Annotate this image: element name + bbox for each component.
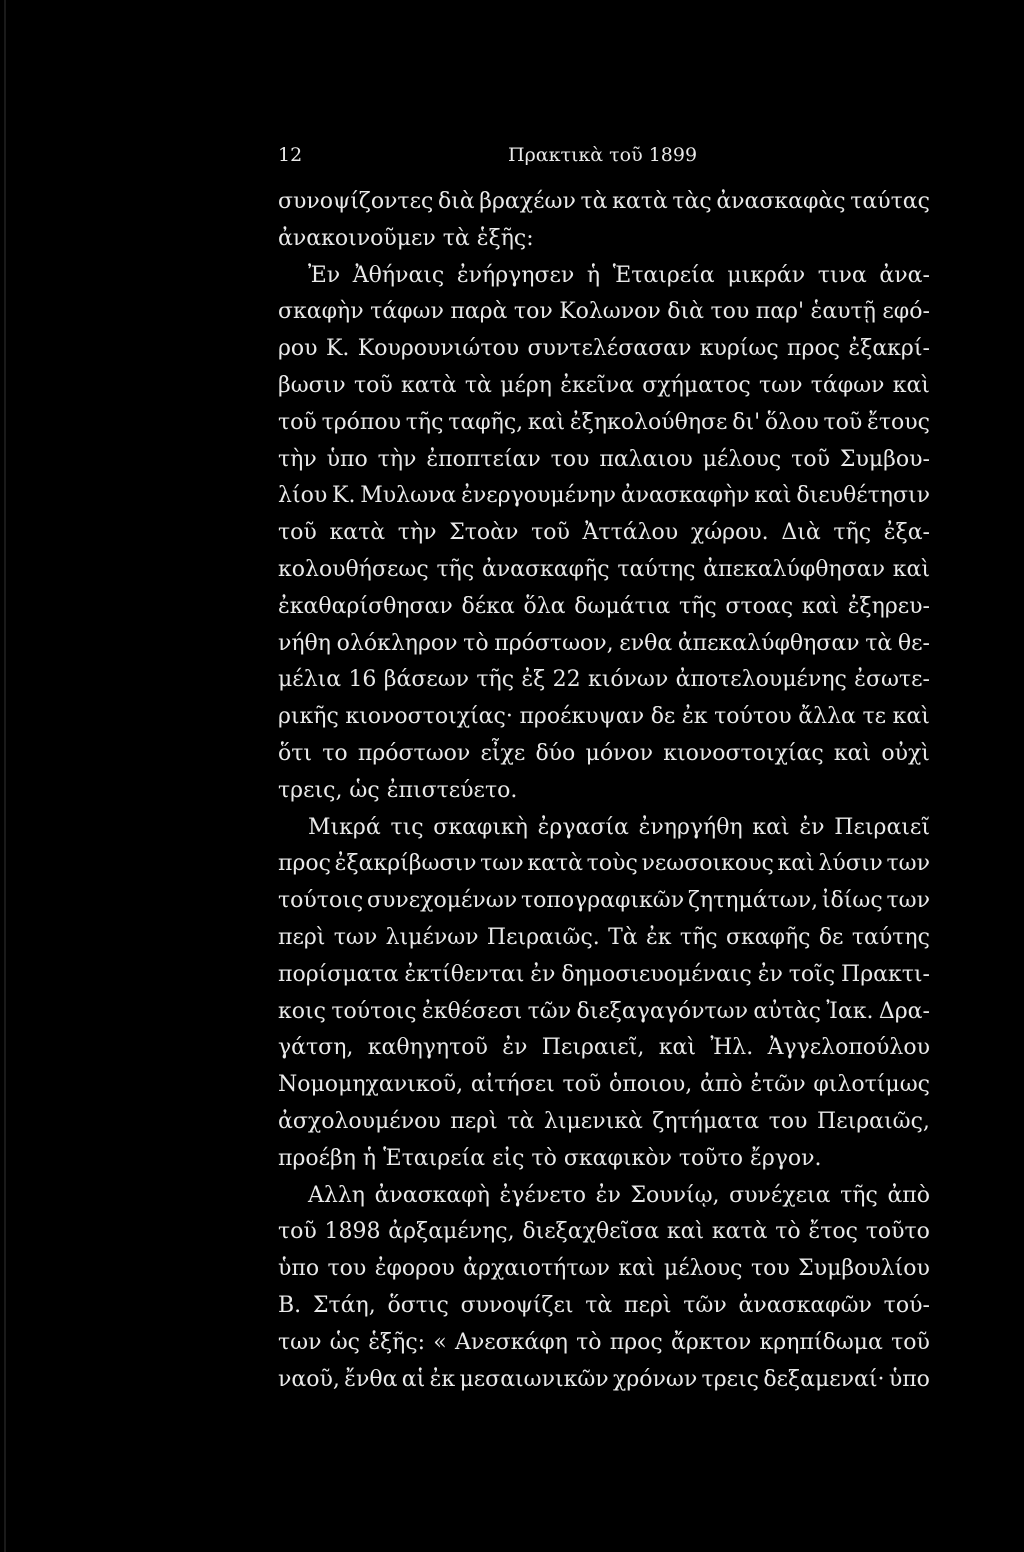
- word: καὶ: [777, 851, 815, 877]
- text-line: [278, 589, 930, 626]
- word: των: [333, 924, 378, 950]
- word: τῆς: [679, 593, 717, 619]
- running-title: Πρακτικὰ τοῦ 1899: [508, 144, 698, 166]
- word: ἔνθα: [344, 1366, 398, 1392]
- text-line: [278, 1251, 930, 1288]
- word: παρ': [755, 299, 805, 325]
- word: 1898: [324, 1219, 381, 1245]
- text-line: [278, 1178, 930, 1215]
- word: ἐν: [530, 961, 556, 987]
- word: παλαιου: [599, 446, 693, 472]
- word: τρόπου: [321, 409, 401, 435]
- text-line: [278, 552, 930, 589]
- text-line: [278, 626, 930, 663]
- text-line: [278, 1030, 930, 1067]
- word: δημοσιευομέναις: [561, 961, 752, 987]
- word: τούτοις: [331, 998, 417, 1024]
- word: ἐνεργουμένην: [461, 483, 616, 509]
- text-line: [278, 258, 930, 295]
- text-line: [278, 883, 930, 920]
- word: δεξαμεναί·: [763, 1366, 885, 1392]
- word: λύσιν: [818, 851, 883, 877]
- word: χρόνων: [613, 1366, 698, 1392]
- word: μέλους: [663, 1256, 743, 1282]
- word: τις: [390, 814, 424, 840]
- word: ἀνασκαφὴν: [620, 483, 750, 509]
- word: Στάη,: [312, 1292, 376, 1318]
- word: ἐν: [595, 1182, 621, 1208]
- word: ρικῆς: [278, 704, 339, 730]
- text-line: [278, 331, 930, 368]
- word: εφό-: [882, 299, 930, 325]
- text-line: [278, 478, 930, 515]
- word: εἶχε: [480, 740, 526, 766]
- word: τὸ: [463, 630, 489, 656]
- word: τῶν: [683, 1292, 727, 1318]
- word: Σουνίῳ,: [630, 1182, 720, 1208]
- text-line: [278, 515, 930, 552]
- word: φιλοτίμως: [813, 1072, 930, 1098]
- word: τοῖς: [788, 961, 836, 987]
- word: καὶ: [833, 740, 872, 766]
- word: ταφῆς,: [448, 409, 524, 435]
- word: ὁποιου,: [609, 1072, 693, 1098]
- word: των: [758, 372, 803, 398]
- word: Β.: [278, 1292, 302, 1318]
- word: ταύτης: [851, 924, 930, 950]
- word: ἐτῶν: [750, 1072, 806, 1098]
- word: καὶ: [527, 409, 566, 435]
- text-line: [278, 294, 930, 331]
- word: ἐξηκολούθησε: [569, 409, 728, 435]
- word: λιμενικὰ: [543, 1108, 643, 1134]
- word: τούτοις: [278, 888, 364, 914]
- word: διευθέτησιν: [796, 483, 930, 509]
- word: τοῦ: [823, 409, 863, 435]
- word: οὐχὶ: [881, 740, 930, 766]
- word: τὸ: [576, 1329, 602, 1355]
- word: των: [886, 888, 930, 914]
- word: τοὺς: [586, 851, 638, 877]
- word: των: [886, 851, 930, 877]
- word: ἐκαθαρίσθησαν: [278, 593, 453, 619]
- word: ἔτος: [808, 1219, 858, 1245]
- word: ὅλου: [764, 409, 819, 435]
- word: περὶ: [624, 1292, 672, 1318]
- word: ἀρχαιοτήτων: [463, 1256, 610, 1282]
- word: τοῦ: [791, 446, 830, 472]
- word: Κολωνον: [559, 299, 661, 325]
- word: νήθη: [278, 630, 331, 656]
- text-line: [278, 662, 930, 699]
- word: του: [550, 446, 590, 472]
- word: τοῦ: [891, 1329, 930, 1355]
- text-line: [278, 368, 930, 405]
- word: τὴν: [377, 446, 417, 472]
- word: τῆς: [436, 556, 475, 582]
- word: τοῦ: [278, 1219, 317, 1245]
- word: Ἀγγελοπούλου: [767, 1035, 930, 1061]
- word: συνέχεια: [729, 1182, 831, 1208]
- word: ἀσχολουμένου: [278, 1108, 441, 1134]
- word: καθηγητοῦ: [367, 1035, 488, 1061]
- word: ἐσωτε-: [854, 667, 930, 693]
- word: κιονοστοιχίας: [663, 740, 824, 766]
- word: περὶ: [450, 1108, 498, 1134]
- word: Μικρά: [308, 814, 381, 840]
- text-line: [278, 736, 930, 773]
- word: Κ.: [332, 483, 356, 509]
- word: κυρίως: [699, 336, 779, 362]
- word: ζητήματα: [652, 1108, 760, 1134]
- word: διὰ: [667, 299, 704, 325]
- word: τὰ: [585, 1292, 613, 1318]
- word: ἐνηργήθη: [638, 814, 743, 840]
- text-line: [278, 405, 930, 442]
- word: τῆς: [476, 667, 515, 693]
- word: σκαφῆς: [725, 924, 811, 950]
- word: προς: [609, 1329, 663, 1355]
- document-page: [278, 140, 930, 1398]
- word: ὑπο: [278, 1256, 320, 1282]
- word: τάφων: [810, 372, 885, 398]
- word: ἄλλα: [798, 704, 856, 730]
- word: δε: [650, 704, 676, 730]
- word: μέρη: [500, 372, 552, 398]
- word: Ἠλ.: [710, 1035, 754, 1061]
- word: του: [750, 1256, 790, 1282]
- word: τὰ: [580, 189, 608, 214]
- word: ταύτας: [850, 189, 930, 214]
- word: ἀνασκαφὴ: [374, 1182, 490, 1208]
- text-line: [278, 1067, 930, 1104]
- word: τοῦ: [531, 520, 570, 546]
- word: Διὰ: [781, 520, 821, 546]
- word: μέλια: [278, 667, 342, 693]
- word: καὶ: [618, 1256, 656, 1282]
- text-line: [278, 994, 930, 1031]
- word: τὰ: [865, 630, 893, 656]
- running-head: [278, 140, 930, 174]
- word: κιόνων: [587, 667, 669, 693]
- word: ἐν: [502, 1035, 528, 1061]
- word: Πειραιεῖ: [834, 814, 930, 840]
- word: τάφων: [370, 299, 444, 325]
- word: Δρα-: [878, 998, 930, 1024]
- word: θε-: [897, 630, 930, 656]
- word: Ἰακ.: [826, 998, 874, 1024]
- word: τε: [862, 704, 887, 730]
- word: των: [278, 1329, 322, 1355]
- text-line: [278, 810, 930, 847]
- word: ἀπὸ: [887, 1182, 930, 1208]
- word: Τὰ: [608, 924, 638, 950]
- word: Ἑταιρεία: [612, 262, 715, 288]
- word: διὰ: [437, 189, 475, 214]
- word: τοῦ: [278, 520, 317, 546]
- word: καὶ: [658, 1035, 696, 1061]
- text-line: [278, 957, 930, 994]
- word: ἐκ: [681, 704, 708, 730]
- word: ἑξῆς:: [368, 1329, 426, 1355]
- word: Συμβου-: [839, 446, 930, 472]
- word: ὅστις: [387, 1292, 449, 1318]
- word: συντελέσασαν: [527, 336, 692, 362]
- word: ἐκθέσεσι: [421, 998, 523, 1024]
- word: μικράν: [727, 262, 806, 288]
- word: ἀπὸ: [700, 1072, 743, 1098]
- word: ἄρκτον: [670, 1329, 752, 1355]
- word: τρεις: [701, 1366, 759, 1392]
- word: ἐποπτείαν: [426, 446, 541, 472]
- word: Πειραιεῖ,: [541, 1035, 645, 1061]
- text-line: [278, 699, 930, 736]
- word: καὶ: [892, 372, 930, 398]
- word: ἐκεῖνα: [560, 372, 635, 398]
- word: τὴν: [278, 446, 317, 472]
- word: σκαφὴν: [278, 299, 364, 325]
- word: ἐξ: [521, 667, 546, 693]
- text-line: ἀνακοινοῦμεν τὰ ἑξῆς:: [278, 225, 534, 251]
- word: κατὰ: [711, 1219, 768, 1245]
- word: μεσαιωνικῶν: [459, 1366, 609, 1392]
- word: αἰτήσει: [470, 1072, 555, 1098]
- word: Ἀττάλου: [582, 520, 679, 546]
- word: γάτση,: [278, 1035, 354, 1061]
- word: τον: [513, 299, 553, 325]
- word: βωσιν: [278, 372, 346, 398]
- word: δε: [818, 924, 844, 950]
- word: σκαφικὴ: [433, 814, 528, 840]
- word: Πρακτι-: [841, 961, 930, 987]
- word: του: [768, 1108, 808, 1134]
- word: δι': [732, 409, 761, 435]
- word: κοις: [278, 998, 326, 1024]
- word: καὶ: [801, 593, 840, 619]
- word: ἀπεκαλύφθησαν: [703, 556, 885, 582]
- word: Ἀθήναις: [352, 262, 445, 288]
- word: ἐξακρί-: [848, 336, 930, 362]
- word: διεξαγαγόντων: [576, 998, 748, 1024]
- word: δέκα: [461, 593, 515, 619]
- word: βραχέων: [479, 189, 576, 214]
- word: ἐκ: [429, 1366, 456, 1392]
- word: τῆς: [679, 924, 718, 950]
- word: συνοψίζοντες: [278, 189, 434, 214]
- word: τὰ: [464, 372, 492, 398]
- word: λίου: [278, 483, 328, 509]
- word: προς: [278, 851, 331, 877]
- word: κολουθήσεως: [278, 556, 429, 582]
- word: Πειραιῶς,: [817, 1108, 930, 1134]
- word: Συμβουλίου: [798, 1256, 930, 1282]
- word: τοῦ: [278, 409, 317, 435]
- word: τὴν: [397, 520, 437, 546]
- word: πρόστωον,: [494, 630, 614, 656]
- word: ἐξακρίβωσιν: [334, 851, 477, 877]
- word: τούτου: [714, 704, 792, 730]
- word: καὶ: [892, 704, 930, 730]
- word: κατὰ: [527, 851, 583, 877]
- word: Νομομηχανικοῦ,: [278, 1072, 464, 1098]
- word: προέκυψαν: [519, 704, 645, 730]
- word: ταύτης: [617, 556, 696, 582]
- text-line: [278, 184, 930, 221]
- word: ἀρξαμένης,: [388, 1219, 515, 1245]
- word: τῶν: [527, 998, 572, 1024]
- text-line: [278, 1288, 930, 1325]
- word: δύο: [535, 740, 576, 766]
- word: περὶ: [278, 924, 326, 950]
- word: ὑπο: [888, 1366, 930, 1392]
- word: πορίσματα: [278, 961, 399, 987]
- word: προς: [787, 336, 841, 362]
- word: συνεχομένων: [367, 888, 518, 914]
- word: καὶ: [666, 1219, 705, 1245]
- page-number: 12: [278, 144, 303, 166]
- word: διεξαχθεῖσα: [522, 1219, 660, 1245]
- word: ἐφορου: [374, 1256, 455, 1282]
- word: τοῦτο: [865, 1219, 930, 1245]
- word: ὡς: [329, 1329, 360, 1355]
- word: ἐκ: [646, 924, 672, 950]
- word: ναοῦ,: [278, 1366, 340, 1392]
- word: ἀνασκαφῶν: [738, 1292, 872, 1318]
- word: ολόκληρον: [336, 630, 458, 656]
- word: «: [433, 1329, 447, 1355]
- word: του: [710, 299, 750, 325]
- word: 22: [552, 667, 581, 693]
- text-line: [278, 1104, 930, 1141]
- word: Κουρουνιώτου: [357, 336, 520, 362]
- word: αἱ: [401, 1366, 426, 1392]
- word: νεωσοικους: [641, 851, 774, 877]
- word: τοπογραφικῶν: [520, 888, 685, 914]
- word: ἐνήργησεν: [456, 262, 575, 288]
- word: λιμένων: [385, 924, 479, 950]
- word: ὅτι: [278, 740, 313, 766]
- word: ενθα: [619, 630, 673, 656]
- word: 16: [348, 667, 377, 693]
- word: τοῦ: [562, 1072, 602, 1098]
- word: ἐξα-: [883, 520, 930, 546]
- word: ρου: [278, 336, 318, 362]
- word: ἐργασία: [537, 814, 629, 840]
- word: ἐγένετο: [499, 1182, 587, 1208]
- word: κρηπίδωμα: [759, 1329, 883, 1355]
- word: Κ.: [325, 336, 350, 362]
- word: τῆς: [833, 520, 872, 546]
- word: ἡ: [586, 262, 601, 288]
- word: Μυλωνα: [360, 483, 457, 509]
- word: ἀποτελουμένης: [675, 667, 847, 693]
- text-line: τρεις, ὡς ἐπιστεύετο.: [278, 777, 518, 803]
- word: τῆς: [840, 1182, 878, 1208]
- word: τού-: [883, 1292, 930, 1318]
- word: ζητημάτων,: [687, 888, 819, 914]
- word: Πειραιῶς.: [486, 924, 600, 950]
- text-line: [278, 1214, 930, 1251]
- word: τὸ: [775, 1219, 801, 1245]
- word: ἀπεκαλύφθησαν: [677, 630, 860, 656]
- text-line: [278, 1325, 930, 1362]
- word: πρόστωον: [357, 740, 471, 766]
- text-line: προέβη ἡ Ἑταιρεία εἰς τὸ σκαφικὸν τοῦτο ἔργον.: [278, 1145, 822, 1171]
- word: το: [322, 740, 348, 766]
- word: καὶ: [752, 814, 790, 840]
- word: ἐξηρευ-: [847, 593, 930, 619]
- word: παρὰ: [450, 299, 508, 325]
- word: Ανεσκάφη: [455, 1329, 568, 1355]
- word: των: [480, 851, 524, 877]
- body-text: [278, 184, 930, 1398]
- word: τὰς: [672, 189, 712, 214]
- text-line: [278, 846, 930, 883]
- word: τινα: [817, 262, 867, 288]
- word: μόνον: [585, 740, 654, 766]
- word: κατὰ: [612, 189, 668, 214]
- word: Αλλη: [308, 1182, 365, 1208]
- word: Ἐν: [308, 262, 341, 288]
- word: στοας: [725, 593, 794, 619]
- word: σχήματος: [642, 372, 751, 398]
- word: καὶ: [754, 483, 792, 509]
- text-line: [278, 442, 930, 479]
- word: δωμάτια: [574, 593, 671, 619]
- word: ἐν: [757, 961, 783, 987]
- word: κιονοστοιχίας·: [345, 704, 513, 730]
- word: μέλους: [702, 446, 782, 472]
- word: ἀνασκαφὰς: [716, 189, 846, 214]
- word: τοῦ: [353, 372, 393, 398]
- word: ἐν: [799, 814, 825, 840]
- page-edge-line: [4, 0, 6, 1552]
- word: ἰδίως: [821, 888, 883, 914]
- word: βάσεων: [383, 667, 470, 693]
- word: ὑπο: [326, 446, 368, 472]
- word: ἐκτίθενται: [404, 961, 525, 987]
- word: κατὰ: [400, 372, 457, 398]
- word: ἀνασκαφῆς: [481, 556, 610, 582]
- word: Στοὰν: [449, 520, 519, 546]
- word: τὰ: [507, 1108, 535, 1134]
- text-line: [278, 920, 930, 957]
- word: κατὰ: [329, 520, 386, 546]
- word: καὶ: [892, 556, 930, 582]
- word: ἔτους: [867, 409, 930, 435]
- word: τῆς: [405, 409, 444, 435]
- word: χώρου.: [690, 520, 769, 546]
- text-line: [278, 1362, 930, 1399]
- word: συνοψίζει: [460, 1292, 574, 1318]
- word: αὐτὰς: [753, 998, 821, 1024]
- word: ὅλα: [523, 593, 566, 619]
- word: ἀνα-: [879, 262, 930, 288]
- word: ἑαυτῇ: [810, 299, 876, 325]
- word: του: [327, 1256, 367, 1282]
